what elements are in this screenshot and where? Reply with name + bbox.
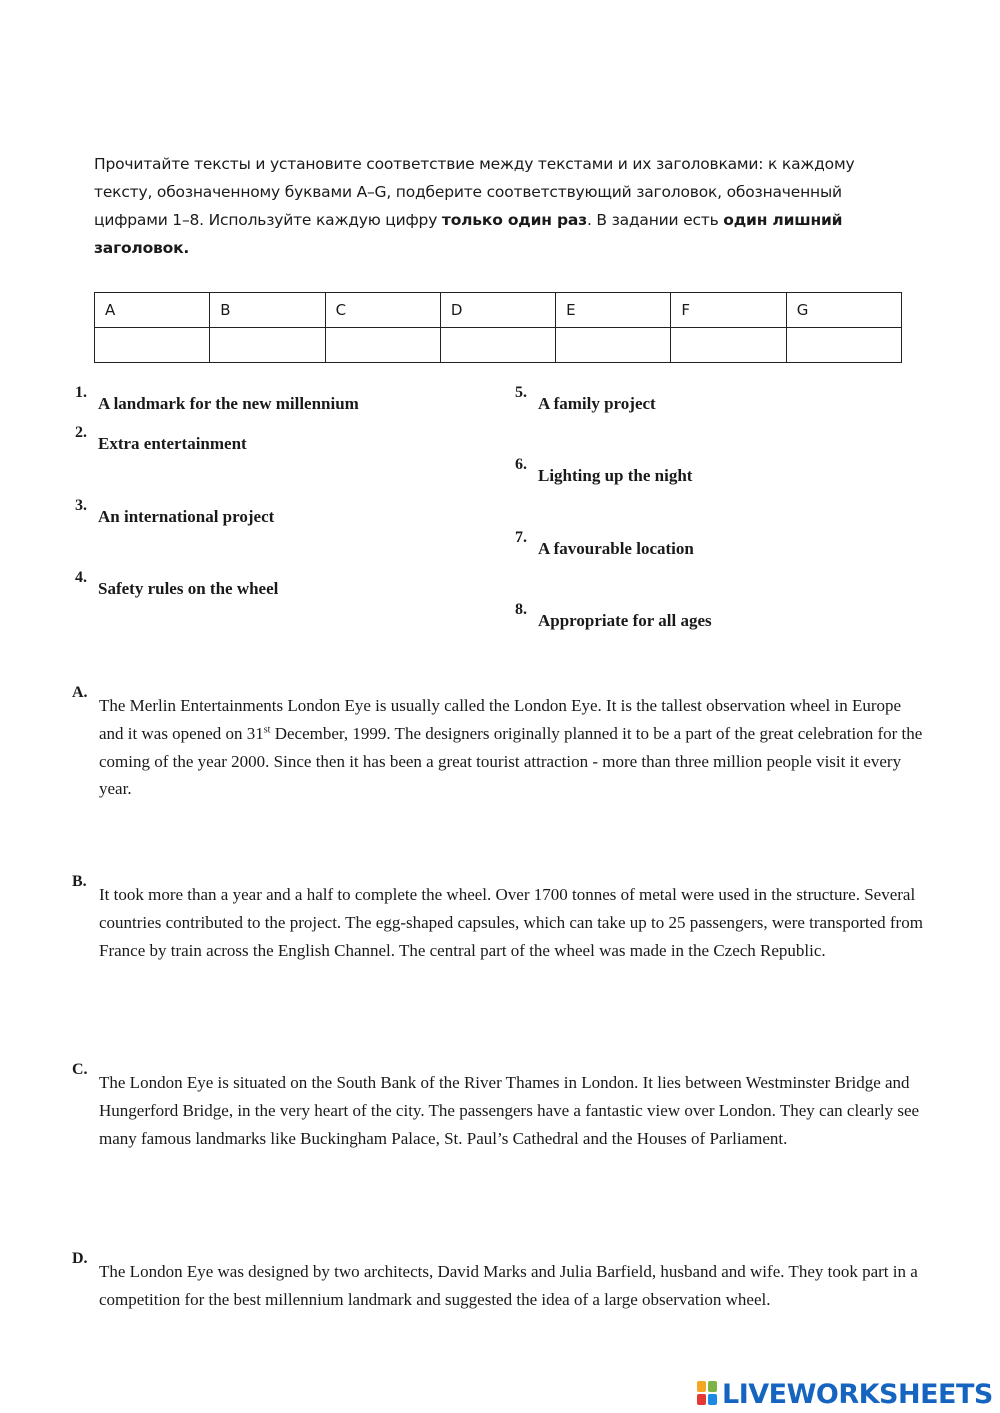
instruction-bold-2: один лишний заголовок.: [94, 211, 843, 257]
heading-number: 7.: [515, 529, 527, 546]
heading-number: 5.: [515, 384, 527, 401]
heading-text: An international project: [98, 507, 275, 526]
answer-cell-e[interactable]: [556, 328, 671, 363]
heading-number: 8.: [515, 601, 527, 618]
text-c-paragraph: The London Eye is situated on the South Bank of the River Thames in London. It lies between Westminster Bridge and Hungerford Bridge, in the very heart of the city. The passengers have a fantastic view over London. They can clearly see many famous landmarks like Buckingham Palace, St. Paul’s Cathedral and the Houses of Parliament.: [99, 1073, 920, 1148]
answer-letter-c: C: [325, 293, 440, 328]
answer-letter-f: F: [671, 293, 786, 328]
heading-number: 3.: [75, 497, 87, 514]
text-letter: C.: [72, 1061, 88, 1078]
logo-text: LIVEWORKSHEETS: [722, 1378, 993, 1410]
heading-number: 2.: [75, 424, 87, 441]
heading-number: 1.: [75, 384, 87, 401]
heading-text: Appropriate for all ages: [538, 611, 712, 630]
text-a-superscript: st: [263, 724, 271, 736]
answer-cell-c[interactable]: [325, 328, 440, 363]
answer-cell-d[interactable]: [440, 328, 555, 363]
text-letter: D.: [72, 1250, 88, 1267]
answer-letter-e: E: [556, 293, 671, 328]
heading-text: A landmark for the new millennium: [98, 394, 359, 413]
answer-letter-a: A: [95, 293, 210, 328]
logo-grid-icon: [697, 1381, 719, 1407]
answer-cell-b[interactable]: [210, 328, 325, 363]
heading-text: Lighting up the night: [538, 466, 693, 485]
text-letter: A.: [72, 684, 88, 701]
heading-text: Safety rules on the wheel: [98, 579, 279, 598]
instruction-bold-1: только один раз: [441, 211, 587, 229]
heading-number: 6.: [515, 456, 527, 473]
instruction-text-2: . В задании есть: [586, 211, 724, 229]
instruction-text-1: Прочитайте тексты и установите соответствие между текстами и их заголовками: к каждому тексту, обозначенному буквами A–G, подберите соответствующий заголовок, обозначенный цифрами 1–8. Используйте каждую цифру: [94, 155, 855, 229]
text-letter: B.: [72, 873, 87, 890]
text-a-paragraph: [99, 692, 929, 803]
text-d-paragraph: The London Eye was designed by two architects, David Marks and Julia Barfield, husband and wife. They took part in a competition for the best millennium landmark and suggested the idea of a large observation wheel.: [99, 1262, 918, 1309]
answer-cell-a[interactable]: [95, 328, 210, 363]
answer-cell-g[interactable]: [786, 328, 901, 363]
answer-table-letters-row: [95, 293, 902, 328]
answer-table: [94, 292, 902, 363]
answer-letter-g: G: [786, 293, 901, 328]
text-a-part-1: The Merlin Entertainments London Eye is usually called the London Eye. It is the tallest observation wheel in Europe and it was opened on 31: [99, 696, 902, 743]
heading-number: 4.: [75, 569, 87, 586]
answer-table-input-row: [95, 328, 902, 363]
heading-text: A favourable location: [538, 539, 694, 558]
text-b-paragraph: It took more than a year and a half to complete the wheel. Over 1700 tonnes of metal were used in the structure. Several countries contributed to the project. The egg-shaped capsules, which can take up to 25 passengers, were transported from France by train across the English Channel. The central part of the wheel was made in the Czech Republic.: [99, 885, 923, 960]
text-a-part-2: December, 1999. The designers originally planned it to be a part of the great celebration for the coming of the year 2000. Since then it has been a great tourist attraction - more than three million people visit it every year.: [99, 723, 923, 799]
heading-text: A family project: [538, 394, 656, 413]
task-instruction: [94, 150, 894, 262]
answer-letter-b: B: [210, 293, 325, 328]
answer-letter-d: D: [440, 293, 555, 328]
answer-cell-f[interactable]: [671, 328, 786, 363]
heading-text: Extra entertainment: [98, 434, 247, 453]
liveworksheets-logo: [697, 1378, 993, 1410]
